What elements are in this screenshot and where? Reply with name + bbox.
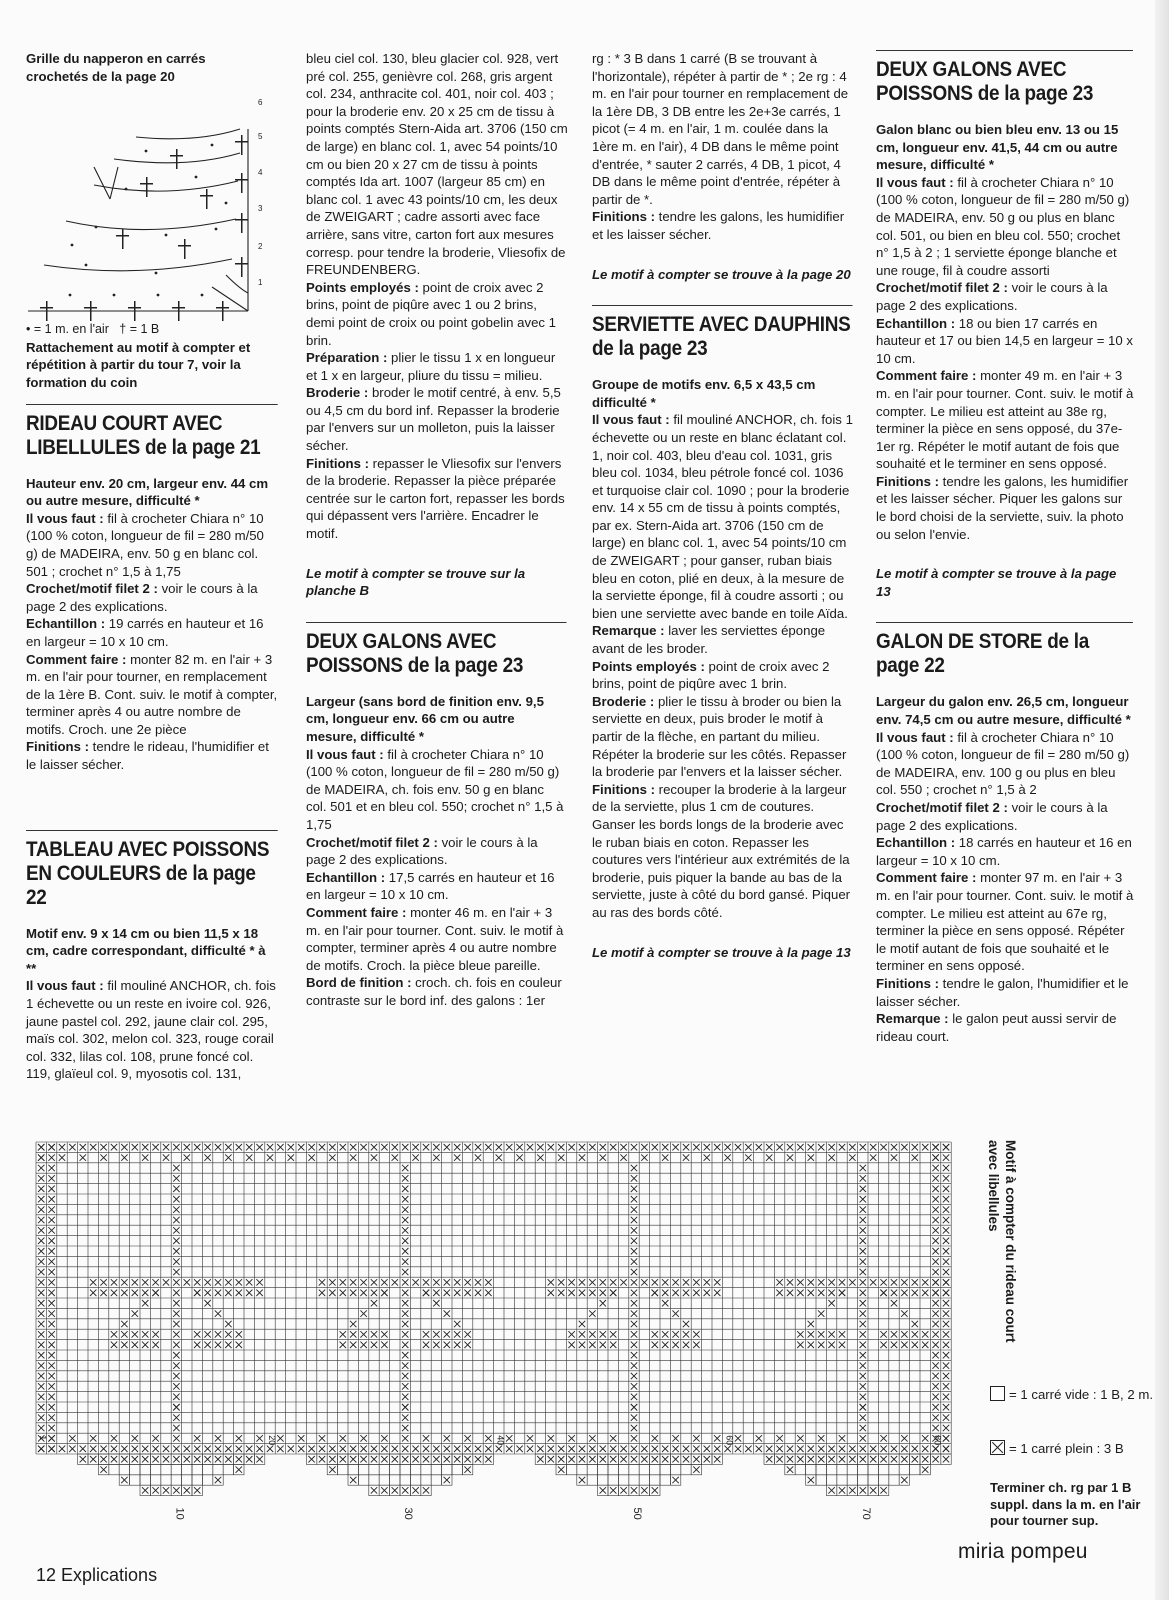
tableau-finish: Finitions : repasser le Vliesofix sur l'envers de la broderie. Repasser la pièce préparée centrée sur le carton fort, repasser les bords qui dépassent vers l'arrière. Encadrer le motif. xyxy=(306,455,565,542)
chart-grid-lines xyxy=(36,1142,951,1454)
filled-square-icon xyxy=(990,1440,1005,1455)
serviette-note: Le motif à compter se trouve à la page 13 xyxy=(592,944,851,960)
doily-crochet-diagram xyxy=(26,89,276,319)
doily-row-2: 2 xyxy=(258,242,263,252)
galons-how: Comment faire : monter 46 m. en l'air + 3 m. en l'air pour tourner. Cont. suiv. le motif à compter, terminer après 4 ou autre nombre de motifs. Croch. la pièce bleue pareille. xyxy=(306,904,564,973)
tableau-size: Motif env. 9 x 14 cm ou bien 11,5 x 18 cm, cadre correspondant, difficulté * à ** xyxy=(26,925,266,976)
serviette-size: Groupe de motifs env. 6,5 x 43,5 cm difficulté * xyxy=(592,377,816,410)
tableau-note: Le motif à compter se trouve sur la planche B xyxy=(306,565,526,599)
chain-stitch-icon: • xyxy=(26,322,31,337)
credit: miria pompeu xyxy=(958,1540,1088,1563)
rideau-how: Comment faire : monter 82 m. en l'air + 3 m. en l'air pour tourner, en remplacement de la 1ère B. Cont. suiv. le motif à compter, terminer après 4 ou autre nombre de motifs. Croch. une 2e pièce xyxy=(26,651,278,737)
chart-tick-label: 80 xyxy=(932,1435,943,1446)
serviette-title: SERVIETTE AVEC DAUPHINS de la page 23 xyxy=(592,305,853,360)
galons-border: Bord de finition : croch. ch. fois en couleur contraste sur le bord inf. des galons : 1er xyxy=(306,975,562,1008)
rideau-need: Il vous faut : fil à crocheter Chiara n° 10 (100 % coton, longueur de fil = 280 m/50 g) de MADEIRA, env. 50 g en blanc col. 501 ; crochet n° 1,5 à 1,75 xyxy=(26,510,264,579)
doily-row-5: 5 xyxy=(258,132,263,142)
galons-title: DEUX GALONS AVEC POISSONS de la page 23 xyxy=(306,622,567,677)
store-remark: Remarque : le galon peut aussi servir de rideau court. xyxy=(876,1011,1117,1044)
doily-row-3: 3 xyxy=(258,204,263,214)
rideau-size: Hauteur env. 20 cm, largeur env. 44 cm ou autre mesure, difficulté * xyxy=(26,475,269,509)
column-2 xyxy=(306,50,568,1010)
legend-chain: = 1 m. en l'air xyxy=(33,322,109,337)
serviette-finish: Finitions : recouper la broderie à la largeur de la serviette, plus 1 cm de coutures. Ganser les bords longs de la broderie avec le ruban biais en coton. Repasser les coutures vers l'intérieur aux extrémités de la broderie, puis piquer la bande au bas de la serviette, juste à côté du bord gansé. Piquer au ras des bords côté. xyxy=(592,781,851,920)
galons-need: Il vous faut : fil à crocheter Chiara n° 10 (100 % coton, longueur de fil = 280 m/50 g) de MADEIRA, ch. fois env. 50 g en blanc col. 501 et en bleu col. 550; crochet n° 1,5 à 1,75 xyxy=(306,746,564,832)
key-full: = 1 carré plein : 3 B xyxy=(990,1440,1124,1457)
galons-motif: Crochet/motif filet 2 : voir le cours à la page 2 des explications. xyxy=(306,834,538,868)
scan-edge xyxy=(1155,0,1169,1600)
store-sample: Echantillon : 18 carrés en hauteur et 16 en largeur = 10 x 10 cm. xyxy=(876,835,1132,868)
chart-row-label: 10 xyxy=(173,1507,186,1520)
galons2-finish: Finitions : tendre les galons, les humidifier et les laisser sécher. Piquer les galons sur le bord choisi de la serviette, suiv. la photo ou selon l'envie. xyxy=(876,473,1129,542)
serviette-points: Points employés : point de croix avec 2 brins, point de piqûre avec 1 brin. xyxy=(592,658,830,692)
store-motif: Crochet/motif filet 2 : voir le cours à la page 2 des explications. xyxy=(876,800,1108,833)
galons2-how: Comment faire : monter 49 m. en l'air + 3 m. en l'air pour tourner. Cont. suiv. le motif à compter. Le milieu est atteint au 38e rg, terminer la pièce en sens opposé, du 37e-1er rg. Répéter le motif autant de fois que souhaité et le terminer en sens opposé. xyxy=(876,368,1134,472)
treble-stitch-icon: † xyxy=(119,322,127,337)
chart-tick-label: 40 xyxy=(495,1435,506,1446)
galons-finish: Finitions : tendre les galons, les humidifier et les laisser sécher. xyxy=(592,209,845,242)
attach-note: Rattachement au motif à compter et répétition à partir du tour 7, voir la formation du coin xyxy=(26,339,251,390)
tableau-broderie: Broderie : broder le motif centré, à env. 5,5 ou 4,5 cm du bord inf. Repasser la broderie par l'envers sur un molleton, puis la laisser sécher. xyxy=(306,385,561,454)
filet-crochet-chart xyxy=(36,1142,982,1520)
chart-tick-label: 60 xyxy=(724,1435,735,1446)
galons2-sample: Echantillon : 18 ou bien 17 carrés en hauteur et 17 ou bien 14,5 en largeur = 10 x 10 cm. xyxy=(876,315,1133,366)
galons-continued: rg : * 3 B dans 1 carré (B se trouvant à l'horizontale), répéter à partir de * ; 2e rg : 4 m. en l'air pour tourner en remplacement de la 1ère DB, 3 DB entre les 2e+3e carrés, 1 picot (= 4 m. en l'air, 1 m. coulée dans la 1ère m. en l'air), 4 DB dans le même point d'entrée, * sauter 2 carrés, 4 DB, 1 picot, 4 DB dans le même point d'entrée, répéter à partir de *. xyxy=(592,51,849,207)
rideau-sample: Echantillon : 19 carrés en hauteur et 16 en largeur = 10 x 10 cm. xyxy=(26,616,264,649)
tableau-title: TABLEAU AVEC POISSONS EN COULEURS de la page 22 xyxy=(26,830,278,909)
galons2-motif: Crochet/motif filet 2 : voir le cours à la page 2 des explications. xyxy=(876,280,1108,313)
tableau-need: Il vous faut : fil mouliné ANCHOR, ch. fois 1 échevette ou un reste en ivoire col. 926, jaune pastel col. 292, jaune clair col. 295, maïs col. 302, melon col. 323, rouge corail col. 332, lilas col. 108, prune foncé col. 119, glaïeul col. 9, myosotis col. 131, xyxy=(26,978,276,1082)
serviette-broderie: Broderie : plier le tissu à broder ou bien la serviette en deux, puis broder le motif à partir de la flèche, en partant du milieu. Répéter la broderie sur les côtés. Repasser la broderie par l'envers et la laisser sécher. xyxy=(592,693,847,780)
galons2-note: Le motif à compter se trouve à la page 13 xyxy=(876,566,1117,599)
legend-treble: = 1 B xyxy=(129,322,160,337)
chart-row-label: 30 xyxy=(402,1507,415,1520)
page-footer: 12 Explications xyxy=(36,1565,158,1585)
chart-title: Motif à compter du rideau court avec libellules xyxy=(986,1140,1018,1343)
store-finish: Finitions : tendre le galon, l'humidifier et le laisser sécher. xyxy=(876,975,1129,1009)
rideau-title: RIDEAU COURT AVEC LIBELLULES de la page 21 xyxy=(26,404,278,459)
galons-size: Largeur (sans bord de finition env. 9,5 cm, longueur env. 66 cm ou autre mesure, difficulté * xyxy=(306,693,544,744)
store-size: Largeur du galon env. 26,5 cm, longueur env. 74,5 cm ou autre mesure, difficulté * xyxy=(876,694,1131,728)
chart-tick-label: 1 xyxy=(38,1435,48,1441)
rideau-motif: Crochet/motif filet 2 : voir le cours à la page 2 des explications. xyxy=(26,581,258,614)
store-title: GALON DE STORE de la page 22 xyxy=(876,622,1133,677)
galons2-need: Il vous faut : fil à crocheter Chiara n° 10 (100 % coton, longueur de fil = 280 m/50 g) de MADEIRA, env. 50 g ou plus en blanc col. 501, ou bien en bleu col. 550; crochet n° 1,5 à 2 ; 1 serviette éponge blanche et une rouge, fil à coudre assorti xyxy=(876,174,1130,278)
tableau-prep: Préparation : plier le tissu 1 x en longueur et 1 x en largeur, pliure du tissu = milieu. xyxy=(306,350,556,383)
galons-note: Le motif à compter se trouve à la page 20 xyxy=(592,266,851,282)
tableau-points: Points employés : point de croix avec 2 brins, point de piqûre avec 1 ou 2 brins, demi point de croix ou point gobelin avec 1 brin. xyxy=(306,279,556,348)
grid-heading: Grille du napperon en carrés crochetés de la page 20 xyxy=(26,51,206,84)
doily-row-6: 6 xyxy=(258,98,263,108)
rideau-finish: Finitions : tendre le rideau, l'humidifier et le laisser sécher. xyxy=(26,739,269,773)
serviette-remark: Remarque : laver les serviettes éponge avant de les broder. xyxy=(592,623,826,657)
column-4 xyxy=(876,50,1134,1045)
galons-sample: Echantillon : 17,5 carrés en hauteur et 16 en largeur = 10 x 10 cm. xyxy=(306,869,555,903)
store-how: Comment faire : monter 97 m. en l'air + 3 m. en l'air pour tourner. Cont. suiv. le motif à compter. Le milieu est atteint au 67e rg, terminer la pièce en sens opposé. Répéter le motif autant de fois que souhaité et le terminer en sens opposé. xyxy=(876,870,1134,974)
chart-row-label: 70 xyxy=(859,1507,872,1520)
serviette-need: Il vous faut : fil mouliné ANCHOR, ch. fois 1 échevette ou un reste en blanc éclatant col. 1, noir col. 403, bleu d'eau col. 1031, gris bleu col. 1034, bleu pétrole foncé col. 1036 et turquoise clair col. 1090 ; pour la broderie env. 14 x 55 cm de tissu à points comptés, par ex. Stern-Aida art. 3706 (150 cm de large) en blanc col. 1, avec 54 points/10 cm de ZWEIGART ; pour ganser, ruban biais bleu en coton, plié en deux, à la mesure de la serviette éponge, fil à coudre assorti ; ou bien une serviette avec bande en toile Aïda. xyxy=(592,412,853,621)
column-3 xyxy=(592,50,854,961)
chart-finish-note: Terminer ch. rg par 1 B suppl. dans la m. en l'air pour tourner sup. xyxy=(990,1480,1141,1528)
key-empty: = 1 carré vide : 1 B, 2 m. xyxy=(990,1386,1153,1403)
chart-row-label: 50 xyxy=(631,1507,643,1520)
doily-legend xyxy=(26,321,279,339)
tableau-continued: bleu ciel col. 130, bleu glacier col. 928, vert pré col. 255, genièvre col. 268, gris argent col. 234, anthracite col. 401, noir col. 403 ; pour la broderie env. 20 x 25 cm de tissu à points comptés Stern-Aida art. 3706 (150 cm de large) en blanc col. 1, avec 54 points/10 cm ou bien 20 x 27 cm de tissu à points comptés Ida art. 1007 (largeur 85 cm) en blanc col. 1 avec 43 points/10 cm, les deux de ZWEIGART ; cadre assorti avec face arrière, sans vitre, carton fort aux mesures corresp. pour tendre la broderie, Vliesofix de FREUNDENBERG. xyxy=(306,51,568,278)
chart-tick-label: 20 xyxy=(266,1435,277,1446)
doily-row-4: 4 xyxy=(258,168,263,178)
galons2-size: Galon blanc ou bien bleu env. 13 ou 15 cm, longueur env. 41,5, 44 cm ou autre mesure, difficulté * xyxy=(876,122,1119,173)
galons2-title: DEUX GALONS AVEC POISSONS de la page 23 xyxy=(876,50,1133,105)
empty-square-icon xyxy=(990,1386,1005,1401)
doily-row-1: 1 xyxy=(258,278,263,288)
column-1 xyxy=(26,50,279,1083)
store-need: Il vous faut : fil à crocheter Chiara n° 10 (100 % coton, longueur de fil = 280 m/50 g) de MADEIRA, env. 100 g ou plus en bleu col. 550 ; crochet n° 1,5 à 2 xyxy=(876,729,1130,798)
